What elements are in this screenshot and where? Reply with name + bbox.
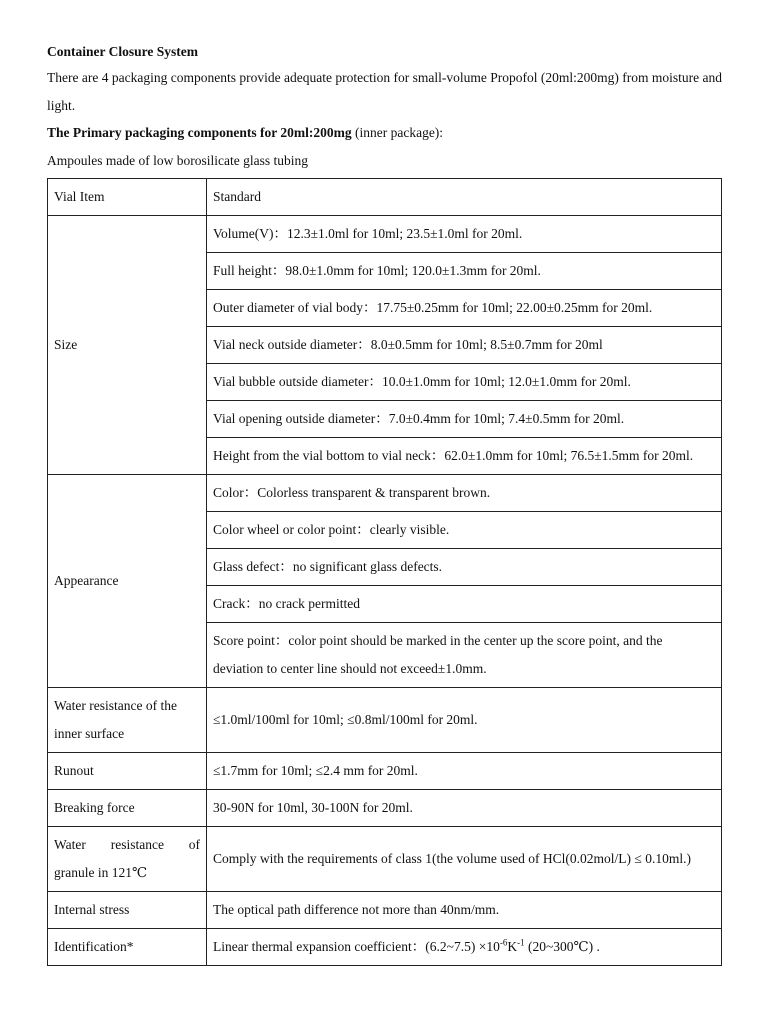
granule-label-line2: granule in 121℃ bbox=[54, 865, 148, 880]
exponent-2: -1 bbox=[517, 937, 525, 948]
unit-k: K bbox=[507, 939, 518, 954]
water-resistance-granule-label bbox=[48, 827, 207, 892]
header-vial-item: Vial Item bbox=[48, 179, 207, 216]
size-spec: Outer diameter of vial body：17.75±0.25mm for 10ml; 22.00±0.25mm for 20ml. bbox=[207, 290, 722, 327]
ampoules-line: Ampoules made of low borosilicate glass tubing bbox=[47, 153, 308, 168]
section-title: Container Closure System bbox=[47, 44, 198, 59]
table-row bbox=[48, 475, 722, 512]
table-row bbox=[48, 929, 722, 966]
identification-label: Identification* bbox=[48, 929, 207, 966]
appearance-spec: Score point：color point should be marked in the center up the score point, and the deviation to center line should not exceed±1.0mm. bbox=[207, 623, 722, 688]
table-row bbox=[48, 753, 722, 790]
primary-packaging-heading bbox=[47, 120, 722, 146]
internal-stress-label: Internal stress bbox=[48, 892, 207, 929]
table-row bbox=[48, 827, 722, 892]
table-row bbox=[48, 216, 722, 253]
water-resistance-granule-spec: Comply with the requirements of class 1(the volume used of HCl(0.02mol/L) ≤ 0.10ml.) bbox=[207, 827, 722, 892]
breaking-force-spec: 30-90N for 10ml, 30-100N for 20ml. bbox=[207, 790, 722, 827]
appearance-spec: Color wheel or color point：clearly visible. bbox=[207, 512, 722, 549]
breaking-force-label: Breaking force bbox=[48, 790, 207, 827]
appearance-spec: Color：Colorless transparent & transparent brown. bbox=[207, 475, 722, 512]
size-spec: Vial neck outside diameter：8.0±0.5mm for 10ml; 8.5±0.7mm for 20ml bbox=[207, 327, 722, 364]
internal-stress-spec: The optical path difference not more than 40nm/mm. bbox=[207, 892, 722, 929]
size-spec: Height from the vial bottom to vial neck：62.0±1.0mm for 10ml; 76.5±1.5mm for 20ml. bbox=[207, 438, 722, 475]
identification-suffix: (20~300℃) . bbox=[527, 939, 600, 954]
size-spec: Full height：98.0±1.0mm for 10ml; 120.0±1.3mm for 20ml. bbox=[207, 253, 722, 290]
identification-spec bbox=[207, 929, 722, 966]
granule-label-line1: Water resistance of bbox=[54, 837, 200, 852]
size-spec: Volume(V)：12.3±1.0ml for 10ml; 23.5±1.0ml for 20ml. bbox=[207, 216, 722, 253]
runout-label: Runout bbox=[48, 753, 207, 790]
runout-spec: ≤1.7mm for 10ml; ≤2.4 mm for 20ml. bbox=[207, 753, 722, 790]
size-spec: Vial opening outside diameter：7.0±0.4mm for 10ml; 7.4±0.5mm for 20ml. bbox=[207, 401, 722, 438]
size-spec: Vial bubble outside diameter：10.0±1.0mm for 10ml; 12.0±1.0mm for 20ml. bbox=[207, 364, 722, 401]
document-page bbox=[47, 40, 722, 966]
table-row bbox=[48, 790, 722, 827]
intro-paragraph: There are 4 packaging components provide adequate protection for small-volume Propofol (20ml:200mg) from moisture and light. bbox=[47, 70, 722, 113]
size-label: Size bbox=[48, 216, 207, 475]
primary-heading-bold: The Primary packaging components for 20ml:200mg bbox=[47, 125, 352, 140]
table-row bbox=[48, 688, 722, 753]
primary-heading-rest: (inner package): bbox=[351, 125, 444, 140]
table-header-row bbox=[48, 179, 722, 216]
water-resistance-inner-label: Water resistance of the inner surface bbox=[48, 688, 207, 753]
water-resistance-inner-spec: ≤1.0ml/100ml for 10ml; ≤0.8ml/100ml for 20ml. bbox=[207, 688, 722, 753]
appearance-label: Appearance bbox=[48, 475, 207, 688]
header-standard: Standard bbox=[207, 179, 722, 216]
appearance-spec: Crack：no crack permitted bbox=[207, 586, 722, 623]
specification-table bbox=[47, 178, 722, 966]
identification-prefix: Linear thermal expansion coefficient：(6.2~7.5) ×10 bbox=[213, 939, 500, 954]
exponent-1: -6 bbox=[499, 937, 508, 948]
table-row bbox=[48, 892, 722, 929]
appearance-spec: Glass defect：no significant glass defects. bbox=[207, 549, 722, 586]
